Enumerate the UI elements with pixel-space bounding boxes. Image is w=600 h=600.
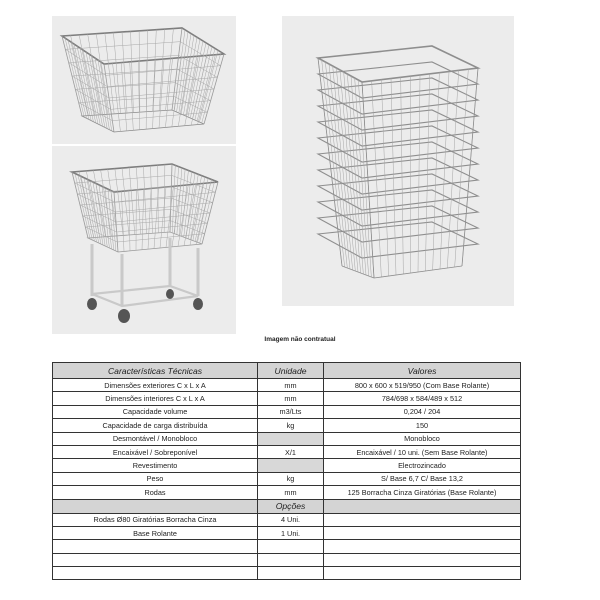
specs-table [52,362,521,580]
wire-basket-image [52,16,236,144]
option-value [324,567,521,580]
row-unit [258,459,324,472]
row-label: Capacidade de carga distribuída [53,419,258,432]
row-unit [258,432,324,445]
header-unit: Unidade [258,363,324,379]
header-values: Valores [324,363,521,379]
row-unit: X/1 [258,445,324,458]
option-unit: 1 Uni. [258,526,324,539]
table-row [53,526,521,539]
option-value [324,526,521,539]
row-unit: kg [258,419,324,432]
table-row [53,419,521,432]
row-label: Rodas [53,486,258,499]
row-value: 125 Borracha Cinza Giratórias (Base Rolante) [324,486,521,499]
table-row [53,513,521,526]
table-row [53,392,521,405]
table-row [53,432,521,445]
row-value: 784/698 x 584/489 x 512 [324,392,521,405]
row-label: Encaixável / Sobreponível [53,445,258,458]
row-value: Monobloco [324,432,521,445]
table-row [53,445,521,458]
option-label: Base Rolante [53,526,258,539]
row-unit: kg [258,472,324,485]
table-row [53,553,521,566]
option-unit: 4 Uni. [258,513,324,526]
row-label: Revestimento [53,459,258,472]
option-unit [258,540,324,553]
table-row [53,459,521,472]
options-header-row [53,499,521,513]
option-value [324,553,521,566]
option-unit [258,553,324,566]
row-unit: mm [258,379,324,392]
option-value [324,513,521,526]
basket-photo [52,16,236,144]
table-row [53,540,521,553]
row-value: 0,204 / 204 [324,405,521,418]
option-value [324,540,521,553]
row-label: Dimensões exteriores C x L x A [53,379,258,392]
header-characteristics: Características Técnicas [53,363,258,379]
option-label [53,540,258,553]
options-spacer-left [53,499,258,513]
row-unit: mm [258,486,324,499]
row-label: Capacidade volume [53,405,258,418]
table-row [53,405,521,418]
options-spacer-right [324,499,521,513]
row-value: 800 x 600 x 519/950 (Com Base Rolante) [324,379,521,392]
wheel-icon [87,289,203,323]
option-label [53,567,258,580]
row-value: Electrozincado [324,459,521,472]
row-label: Dimensões interiores C x L x A [53,392,258,405]
option-unit [258,567,324,580]
image-disclaimer: Imagem não contratual [264,336,336,343]
row-unit: mm [258,392,324,405]
table-row [53,486,521,499]
row-unit: m3/Lts [258,405,324,418]
table-row [53,472,521,485]
row-label: Desmontável / Monobloco [53,432,258,445]
stacked-baskets-photo [282,16,514,306]
options-title: Opções [258,499,324,513]
basket-trolley-image [52,146,236,334]
row-value: S/ Base 6,7 C/ Base 13,2 [324,472,521,485]
row-value: Encaixável / 10 uni. (Sem Base Rolante) [324,445,521,458]
stacked-baskets-image [282,16,514,306]
trolley-photo [52,146,236,334]
option-label [53,553,258,566]
row-value: 150 [324,419,521,432]
specs-header-row [53,363,521,379]
table-row [53,379,521,392]
option-label: Rodas Ø80 Giratórias Borracha Cinza [53,513,258,526]
table-row [53,567,521,580]
row-label: Peso [53,472,258,485]
